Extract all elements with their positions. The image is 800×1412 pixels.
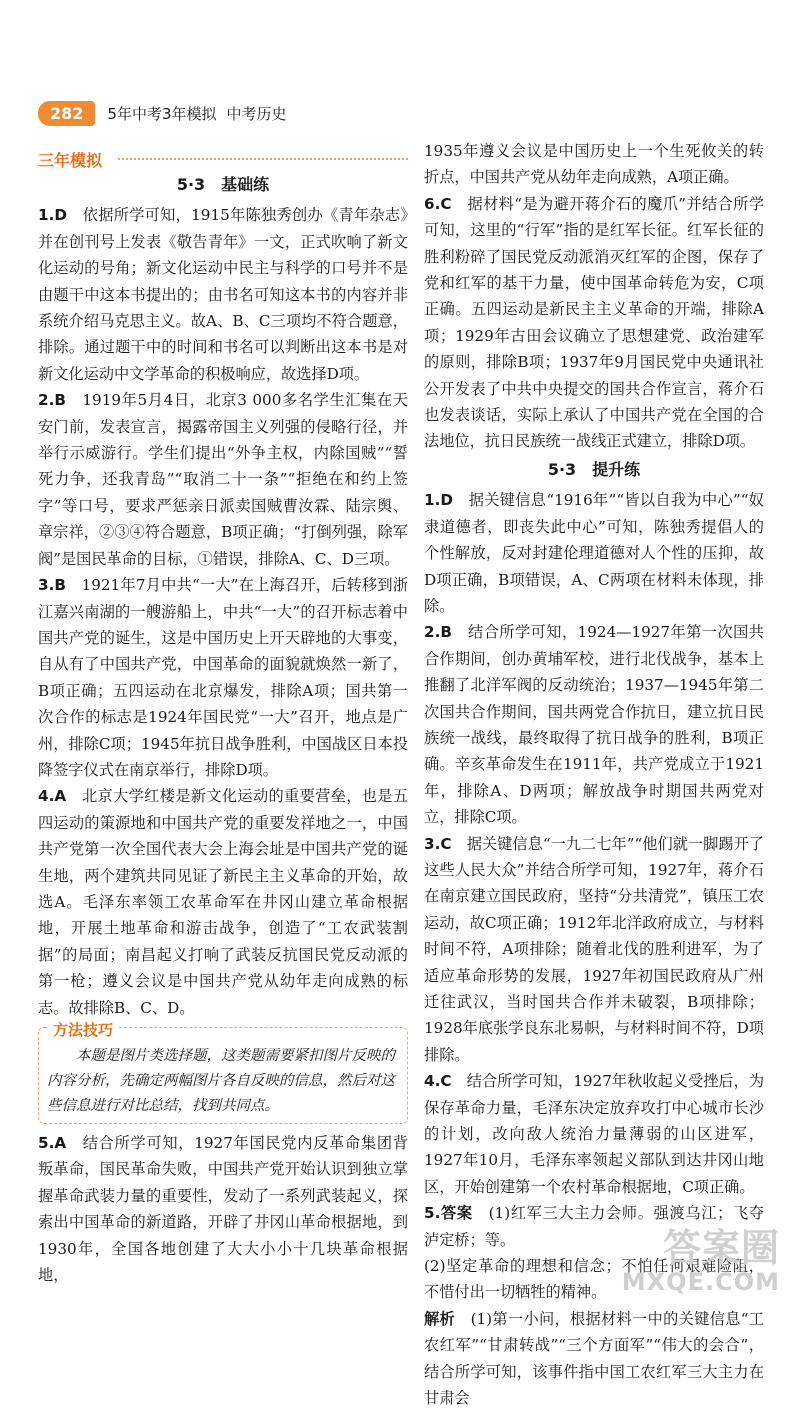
page-header [38,98,287,128]
book-title: 5年中考3年模拟 [107,104,217,123]
answer-item: 5.答案 (1)红军三大主力会师。强渡乌江；飞夺泸定桥；等。 [424,1204,765,1249]
answer-item: 1.D 据关键信息“1916年”“皆以自我为中心”“奴隶道德者，即丧失此中心”可知，陈独秀提倡人的个性解放，反对封建伦理道德对人个性的压抑，故D项正确，B项错误，A、C两项在材料未体现，排除。 [424,491,764,615]
section-title: 三年模拟 [38,148,408,170]
method-tips-text: 本题是图片类选择题，这类题需要紧扣图片反映的内容分析，先确定两幅图片各自反映的信息，然后对这些信息进行对比总结，找到共同点。 [47,1048,395,1114]
answer-item: 2.B 1919年5月4日，北京3 000多名学生汇集在天安门前，发表宣言，揭露帝国主义列强的侵略行径，并举行示威游行。学生们提出“外争主权，内除国贼”“誓死力争，还我青岛”“取消二十一条”“拒绝在和约上签字”等口号，要求严惩亲日派卖国贼曹汝霖、陆宗舆、章宗祥，②③④符合题意，B项正确；“打倒列强，除军阀”是国民革命的目标，①错误，排除A、C、D三项。 [38,391,408,568]
answer-item: 3.C 据关键信息“一九二七年”“他们就一脚踢开了这些人民大众”并结合所学可知，1927年，蒋介石在南京建立国民政府，坚持“分共清党”，镇压工农运动，故C项正确；1912年北洋政府成立，与材料时间不符，A项排除；随着北伐的胜利进军，为了适应革命形势的发展，1927年初国民政府从广州迁往武汉，当时国共合作并未破裂，B项排除；1928年底张学良东北易帜，与材料时间不符，D项排除。 [424,834,764,1064]
answer-item: 2.B 结合所学可知，1924—1927年第一次国共合作期间，创办黄埔军校，进行北伐战争，基本上推翻了北洋军阀的反动统治；1937—1945年第二次国共合作期间，国共两党合作抗日，建立抗日民族统一战线，最终取得了抗日战争的胜利，B项正确。辛亥革命发生在1911年，共产党成立于1921年，排除A、D两项；解放战争时期国共两党对立，排除C项。 [424,623,764,827]
left-column [38,170,408,1288]
answer-item: 5.A 结合所学可知，1927年国民党内反革命集团背叛革命，国民革命失败，中国共产党开始认识到独立掌握革命武装力量的重要性，发动了一系列武装起义，探索出中国革命的新道路，开辟了井冈山革命根据地，到1930年，全国各地创建了大大小小十几块革命根据地， [38,1134,408,1285]
answer-item-continued: 1935年遵义会议是中国历史上一个生死攸关的转折点，中国共产党从幼年走向成熟，A项正确。 [424,142,764,187]
answer-item: 6.C 据材料“是为避开蒋介石的魔爪”并结合所学可知，这里的“行军”指的是红军长征。红军长征的胜利粉碎了国民党反动派消灭红军的企图，保存了党和红军的基干力量，使中国革命转危为安，C项正确。五四运动是新民主主义革命的开端，排除A项；1929年古田会议确立了思想建党、政治建军的原则，排除B项；1937年9月国民党中央通讯社公开发表了中共中央提交的国共合作宣言，蒋介石也发表谈话，实际上承认了中国共产党在全国的合法地位，抗日民族统一战线正式建立，排除D项。 [424,194,765,451]
answer-item: 解析 (1)第一小问，根据材料一中的关键信息“工农红军”“甘肃转战”“三个方面军”“伟大的会合”，结合所学可知，该事件指中国工农红军三大主力在甘肃会 [424,1309,765,1408]
answer-item: 1.D 依据所学可知，1915年陈独秀创办《青年杂志》并在创刊号上发表《敬告青年》一文，正式吹响了新文化运动的号角；新文化运动中民主与科学的口号并不是由题干中这本书提出的；由书名可知这本书的内容并非系统介绍马克思主义。故A、B、C三项均不符合题意，排除。通过题干中的时间和书名可以判断出这本书是对新文化运动中文学革命的积极响应，故选择D项。 [38,206,408,383]
subsection-title-advanced: 5·3 提升练 [547,459,641,479]
answer-item: 4.C 结合所学可知，1927年秋收起义受挫后，为保存革命力量，毛泽东决定放弃攻打中心城市长沙的计划，改向敌人统治力量薄弱的山区进军，1927年10月，毛泽东率领起义部队到达井冈山地区，开始创建第一个农村革命根据地，C项正确。 [424,1072,765,1196]
answer-item: 3.B 1921年7月中共“一大”在上海召开，后转移到浙江嘉兴南湖的一艘游船上，中共“一大”的召开标志着中国共产党的诞生，这是中国历史上开天辟地的大事变，自从有了中国共产党，中国革命的面貌就焕然一新了，B项正确；五四运动在北京爆发，排除A项；国共第一次合作的标志是1924年国民党“一大”召开，地点是广州，排除C项；1945年抗日战争胜利，中国战区日本投降签字仪式在南京举行，排除D项。 [38,576,409,779]
answer-item: 4.A 北京大学红楼是新文化运动的重要营垒，也是五四运动的策源地和中国共产党的重要发祥地之一，中国共产党第一次全国代表大会上海会址是中国共产党的诞生地，两个建筑共同见证了新民主主义革命的开始，故选A。毛泽东率领工农革命军在井冈山建立革命根据地，开展土地革命和游击战争，创造了“工农武装割据”的局面；南昌起义打响了武装反抗国民党反动派的第一枪；遵义会议是中国共产党从幼年走向成熟的标志。故排除B、C、D。 [38,787,409,1017]
right-column [424,138,764,1412]
method-tips-box [38,1021,408,1124]
watermark: 答案圈 MXQE.COM [621,1226,780,1296]
page-number: 282 [38,101,95,126]
section-divider [118,158,408,160]
method-tips-title: 方法技巧 [49,1017,117,1043]
subsection-title-basic: 5·3 基础练 [176,175,270,194]
subject-title: 中考历史 [226,104,287,123]
answer-item: (2)坚定革命的理想和信念；不怕任何艰难险阻，不惜付出一切牺牲的精神。 [424,1257,764,1302]
